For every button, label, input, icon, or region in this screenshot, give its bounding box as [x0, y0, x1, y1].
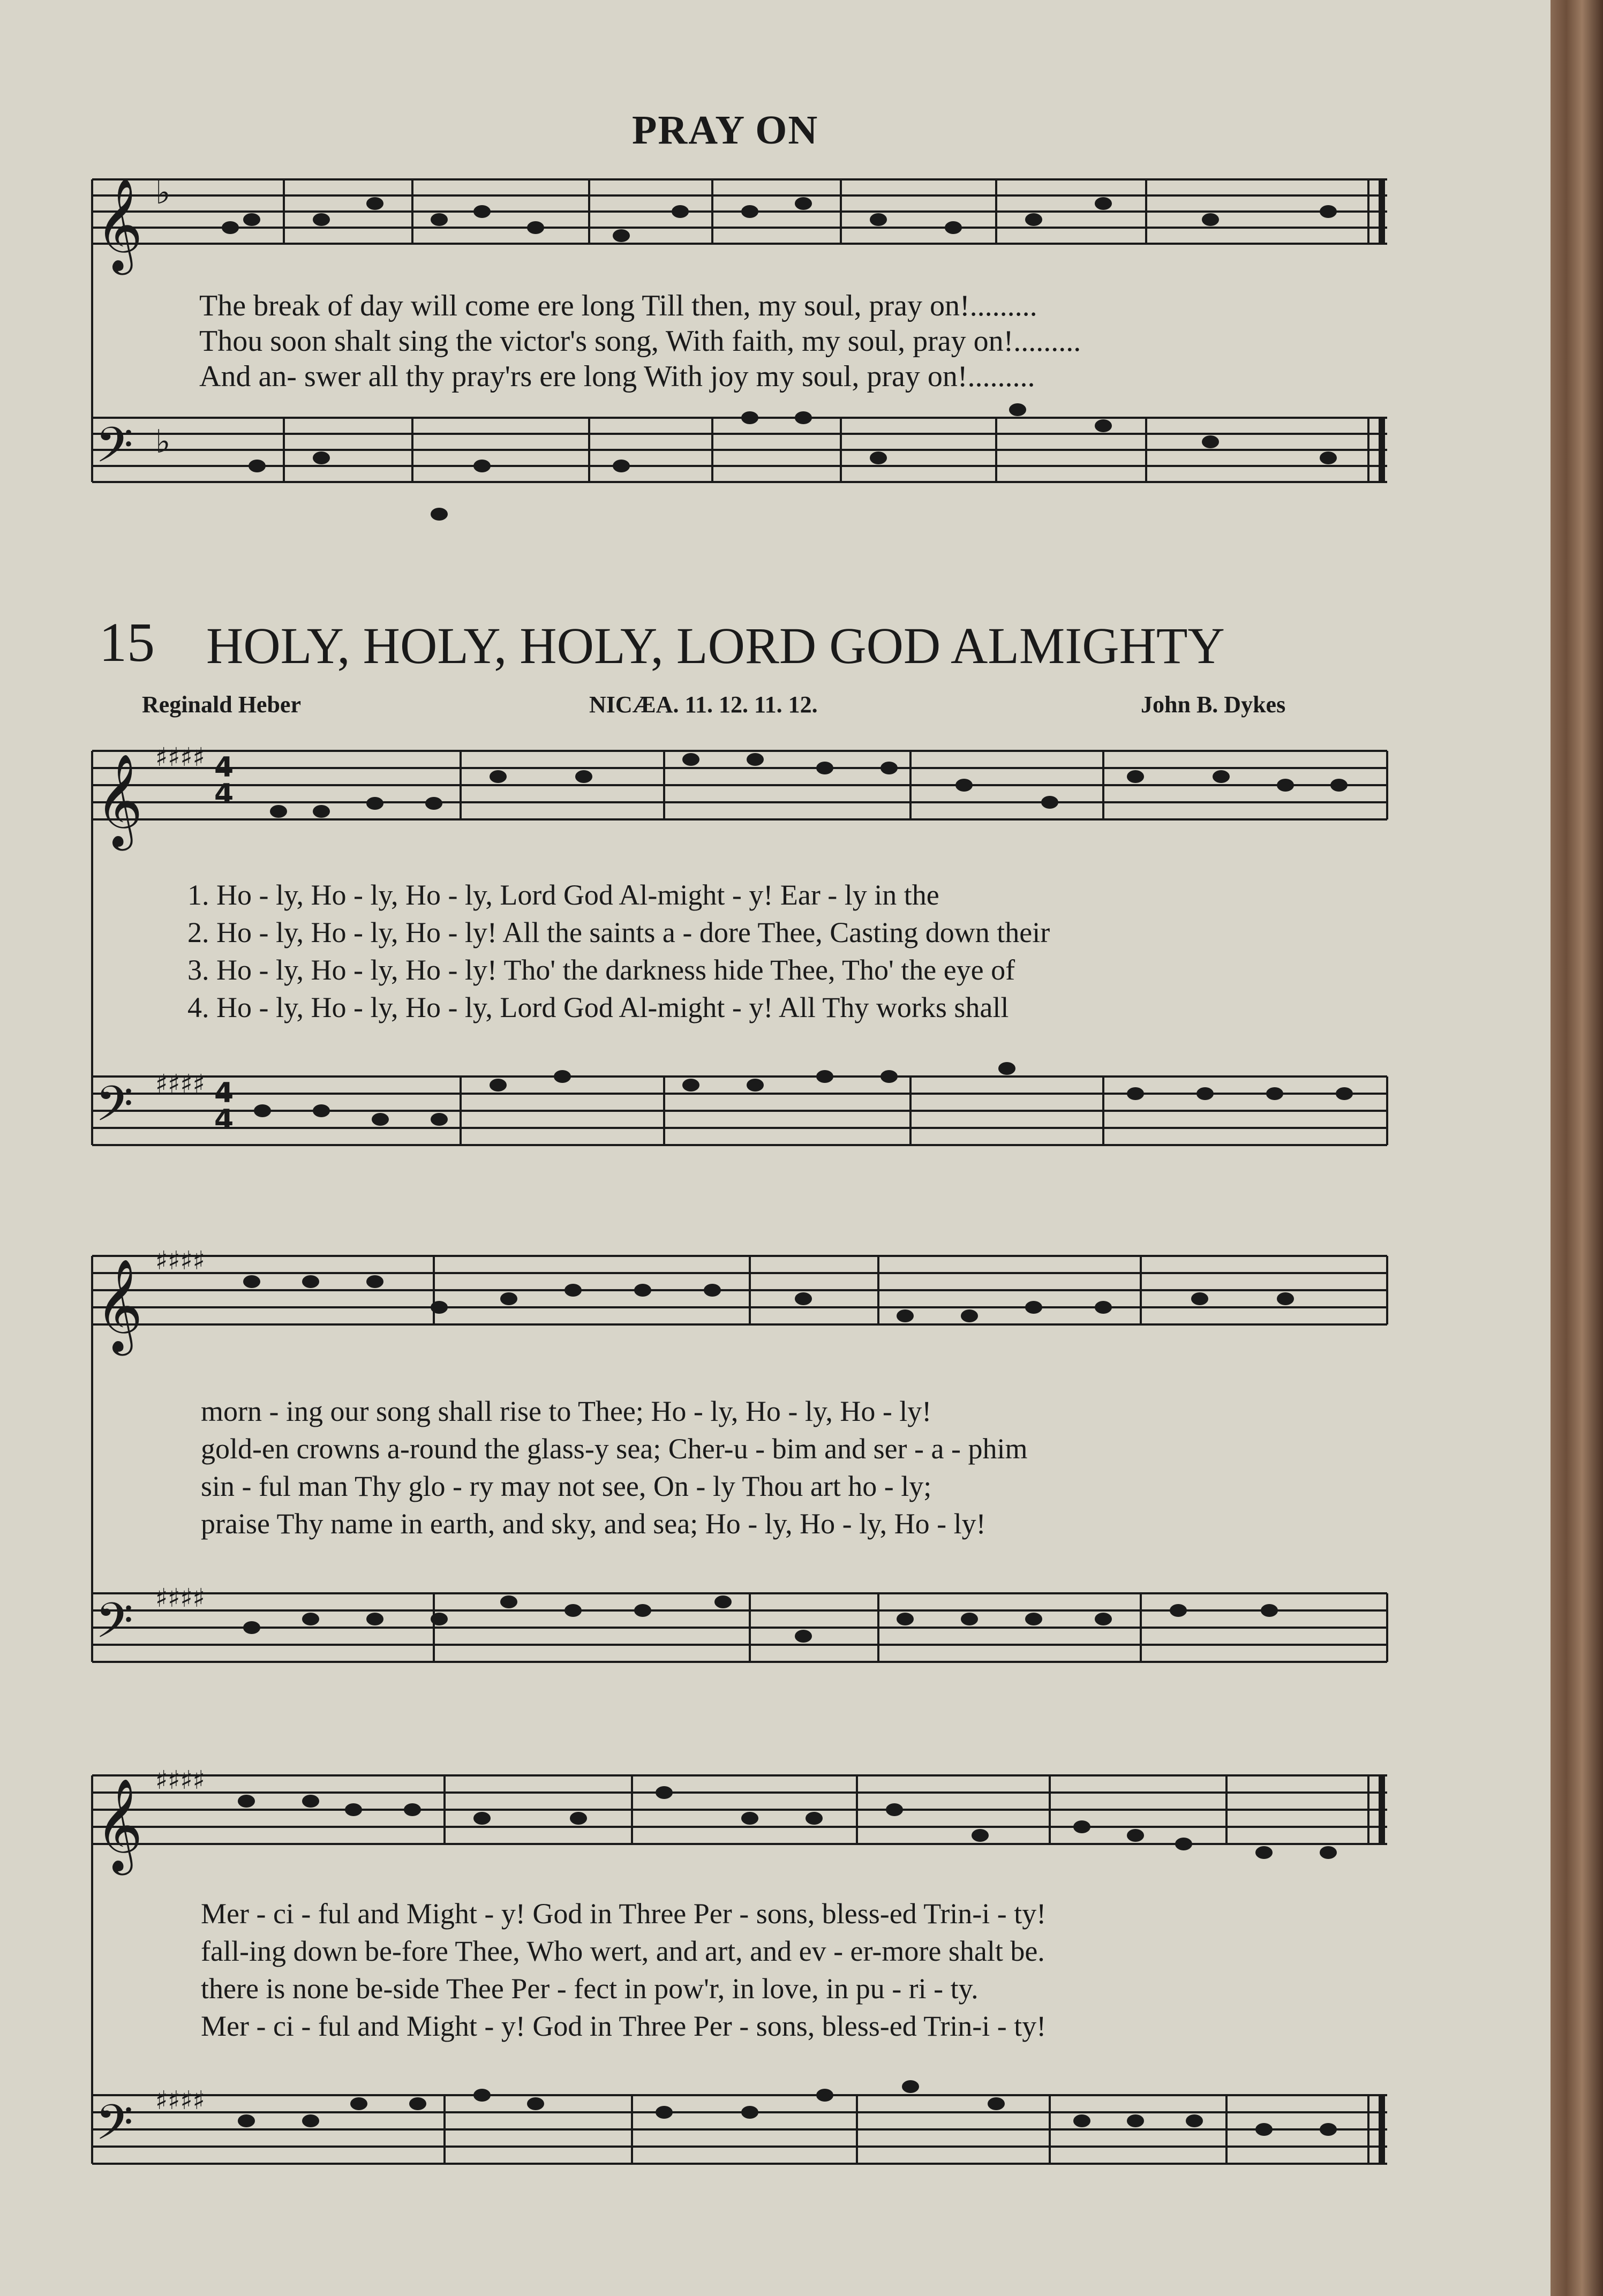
svg-text:𝄞: 𝄞 [95, 754, 143, 847]
hymn-composer: John B. Dykes [1141, 691, 1286, 718]
bass-clef-icon: 𝄢 [95, 417, 133, 485]
pray-on-lyrics [199, 288, 1081, 394]
final-barlines [1368, 179, 1387, 2164]
book-spine [1551, 0, 1603, 2296]
hymn-title: HOLY, HOLY, HOLY, LORD GOD ALMIGHTY [206, 617, 1225, 674]
lyric-line: 3. Ho - ly, Ho - ly, Ho - ly! Tho' the darkness hide Thee, Tho' the eye of [187, 954, 1015, 986]
lyric-line: Mer - ci - ful and Might - y! God in Three Per - sons, bless-ed Trin-i - ty! [201, 1898, 1047, 1930]
staff-holy-3-bass [92, 2095, 1387, 2164]
svg-text:♯♯♯♯: ♯♯♯♯ [155, 742, 205, 772]
verses-system-1 [187, 876, 1050, 1026]
svg-text:♯♯♯♯: ♯♯♯♯ [155, 1069, 205, 1099]
lyric-line: The break of day will come ere long Till then, my soul, pray on!......... [199, 289, 1037, 322]
treble-clef-icon: 𝄞 [95, 178, 143, 271]
staff-pray-on-bass [92, 418, 1387, 482]
svg-text:♯♯♯♯: ♯♯♯♯ [155, 1765, 205, 1795]
lyric-line: praise Thy name in earth, and sky, and sea; Ho - ly, Ho - ly, Ho - ly! [201, 1508, 986, 1540]
svg-text:4: 4 [214, 1104, 234, 1136]
svg-text:♭: ♭ [155, 423, 171, 461]
hymn-number: 15 [99, 612, 155, 673]
svg-text:4: 4 [214, 1077, 234, 1109]
svg-text:𝄢: 𝄢 [95, 1075, 133, 1144]
staff-holy-2-bass [92, 1593, 1387, 1662]
lyric-line: 4. Ho - ly, Ho - ly, Ho - ly, Lord God Al-might - y! All Thy works shall [187, 991, 1009, 1023]
svg-text:4: 4 [214, 751, 234, 784]
svg-text:♯♯♯♯: ♯♯♯♯ [155, 1246, 205, 1276]
svg-text:𝄢: 𝄢 [95, 1592, 133, 1661]
hymn-tune: NICÆA. 11. 12. 11. 12. [589, 691, 818, 718]
lyric-line: sin - ful man Thy glo - ry may not see, On - ly Thou art ho - ly; [201, 1470, 932, 1502]
lyric-line: And an- swer all thy pray'rs ere long With joy my soul, pray on!......... [199, 360, 1035, 393]
staff-holy-2-treble [92, 1256, 1387, 1324]
svg-text:𝄢: 𝄢 [95, 2094, 133, 2163]
lyric-line: there is none be-side Thee Per - fect in pow'r, in love, in pu - ri - ty. [201, 1973, 979, 2005]
lyric-line: Thou soon shalt sing the victor's song, With faith, my soul, pray on!......... [199, 325, 1081, 358]
svg-text:♯♯♯♯: ♯♯♯♯ [155, 2086, 205, 2116]
staff-holy-1-bass [92, 1077, 1387, 1145]
svg-text:♯♯♯♯: ♯♯♯♯ [155, 1583, 205, 1613]
lyric-line: gold-en crowns a-round the glass-y sea; Cher-u - bim and ser - a - phim [201, 1433, 1028, 1465]
svg-text:𝄞: 𝄞 [95, 1259, 143, 1352]
lyric-line: Mer - ci - ful and Might - y! God in Three Per - sons, bless-ed Trin-i - ty! [201, 2010, 1047, 2042]
lyric-line: 2. Ho - ly, Ho - ly, Ho - ly! All the saints a - dore Thee, Casting down their [187, 916, 1050, 948]
hymn-author: Reginald Heber [142, 691, 301, 718]
verses-system-2 [201, 1392, 1027, 1542]
lyric-line: 1. Ho - ly, Ho - ly, Ho - ly, Lord God Al-might - y! Ear - ly in the [187, 879, 939, 911]
staff-pray-on-treble [92, 179, 1387, 244]
lyric-line: morn - ing our song shall rise to Thee; Ho - ly, Ho - ly, Ho - ly! [201, 1395, 932, 1427]
svg-text:4: 4 [214, 778, 234, 810]
lyric-line: fall-ing down be-fore Thee, Who wert, and art, and ev - er-more shalt be. [201, 1935, 1045, 1967]
verses-system-3 [201, 1895, 1046, 2045]
staff-holy-3-treble [92, 1775, 1387, 1844]
svg-text:♭: ♭ [155, 174, 171, 212]
svg-text:𝄞: 𝄞 [95, 1778, 143, 1871]
hymn-title-pray-on: PRAY ON [632, 108, 819, 153]
